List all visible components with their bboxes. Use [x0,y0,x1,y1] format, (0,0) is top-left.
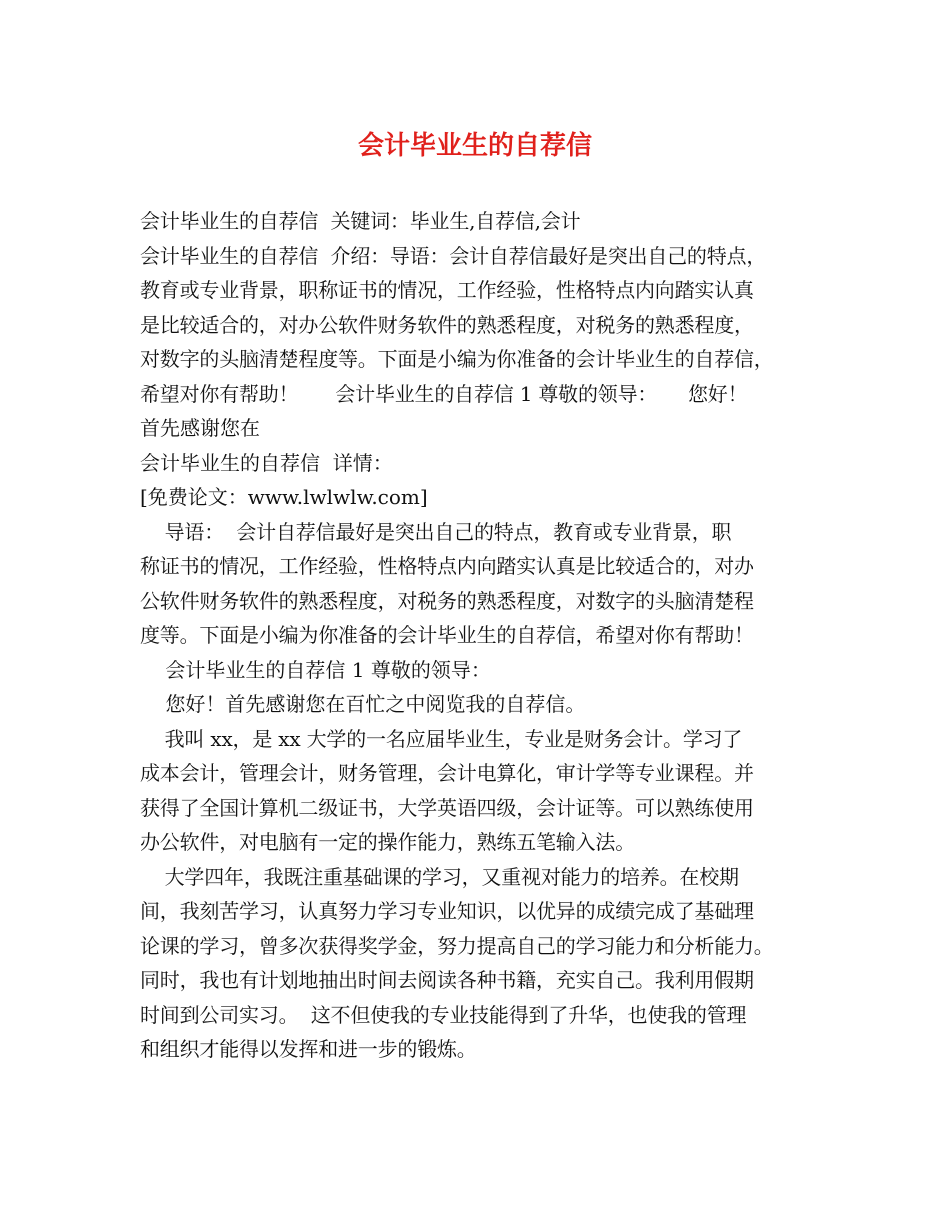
paragraph-3-line-3: 论课的学习，曾多次获得奖学金，努力提高自己的学习能力和分析能力。 [140,933,774,958]
paragraph-2-line-3: 获得了全国计算机二级证书，大学英语四级，会计证等。可以熟练使用 [140,795,754,820]
intro-line-3: 是比较适合的，对办公软件财务软件的熟悉程度，对税务的熟悉程度， [140,312,754,337]
paragraph-3-line-1: 大学四年，我既注重基础课的学习，又重视对能力的培养。在校期 [140,864,739,889]
paragraph-2-line-1: 我叫 xx，是 xx 大学的一名应届毕业生，专业是财务会计。学习了 [140,726,743,751]
paragraph-3-line-4: 同时，我也有计划地抽出时间去阅读各种书籍，充实自己。我利用假期 [140,968,754,992]
document-title: 会计毕业生的自荐信 [357,131,592,161]
intro-line-6: 首先感谢您在 [140,416,260,440]
keywords-line: 会计毕业生的自荐信 关键词：毕业生,自荐信,会计 [140,209,581,233]
greeting-line: 您好！首先感谢您在百忙之中阅览我的自荐信。 [140,692,586,716]
paragraph-2-line-4: 办公软件，对电脑有一定的操作能力，熟练五笔输入法。 [140,830,635,854]
intro-line-5: 希望对你有帮助！ 会计毕业生的自荐信 1 尊敬的领导： 您好！ [140,381,748,406]
source-line: [免费论文：www.lwlwlw.com] [140,485,428,509]
paragraph-2-line-2: 成本会计，管理会计，财务管理，会计电算化，审计学等专业课程。并 [140,761,754,785]
details-line: 会计毕业生的自荐信 详情： [140,450,393,475]
intro-line-1: 会计毕业生的自荐信 介绍：导语：会计自荐信最好是突出自己的特点， [140,243,767,268]
paragraph-1-line-3: 公软件财务软件的熟悉程度，对税务的熟悉程度，对数字的头脑清楚程 [140,588,754,613]
intro-line-4: 对数字的头脑清楚程度等。下面是小编为你准备的会计毕业生的自荐信， [140,347,774,371]
paragraph-1-line-4: 度等。下面是小编为你准备的会计毕业生的自荐信，希望对你有帮助！ [140,623,754,647]
document-body [140,204,830,1067]
paragraph-3-line-6: 和组织才能得以发挥和进一步的锻炼。 [140,1037,477,1061]
intro-line-2: 教育或专业背景，职称证书的情况，工作经验，性格特点内向踏实认真 [140,278,754,302]
paragraph-3-line-5: 时间到公司实习。 这不但使我的专业技能得到了升华，也使我的管理 [140,1002,747,1027]
paragraph-1-line-2: 称证书的情况，工作经验，性格特点内向踏实认真是比较适合的，对办 [140,554,754,578]
salutation-line: 会计毕业生的自荐信 1 尊敬的领导： [140,657,491,682]
paragraph-1-line-1: 导语： 会计自荐信最好是突出自己的特点，教育或专业背景，职 [140,519,732,544]
paragraph-3-line-2: 间，我刻苦学习，认真努力学习专业知识，以优异的成绩完成了基础理 [140,899,754,923]
